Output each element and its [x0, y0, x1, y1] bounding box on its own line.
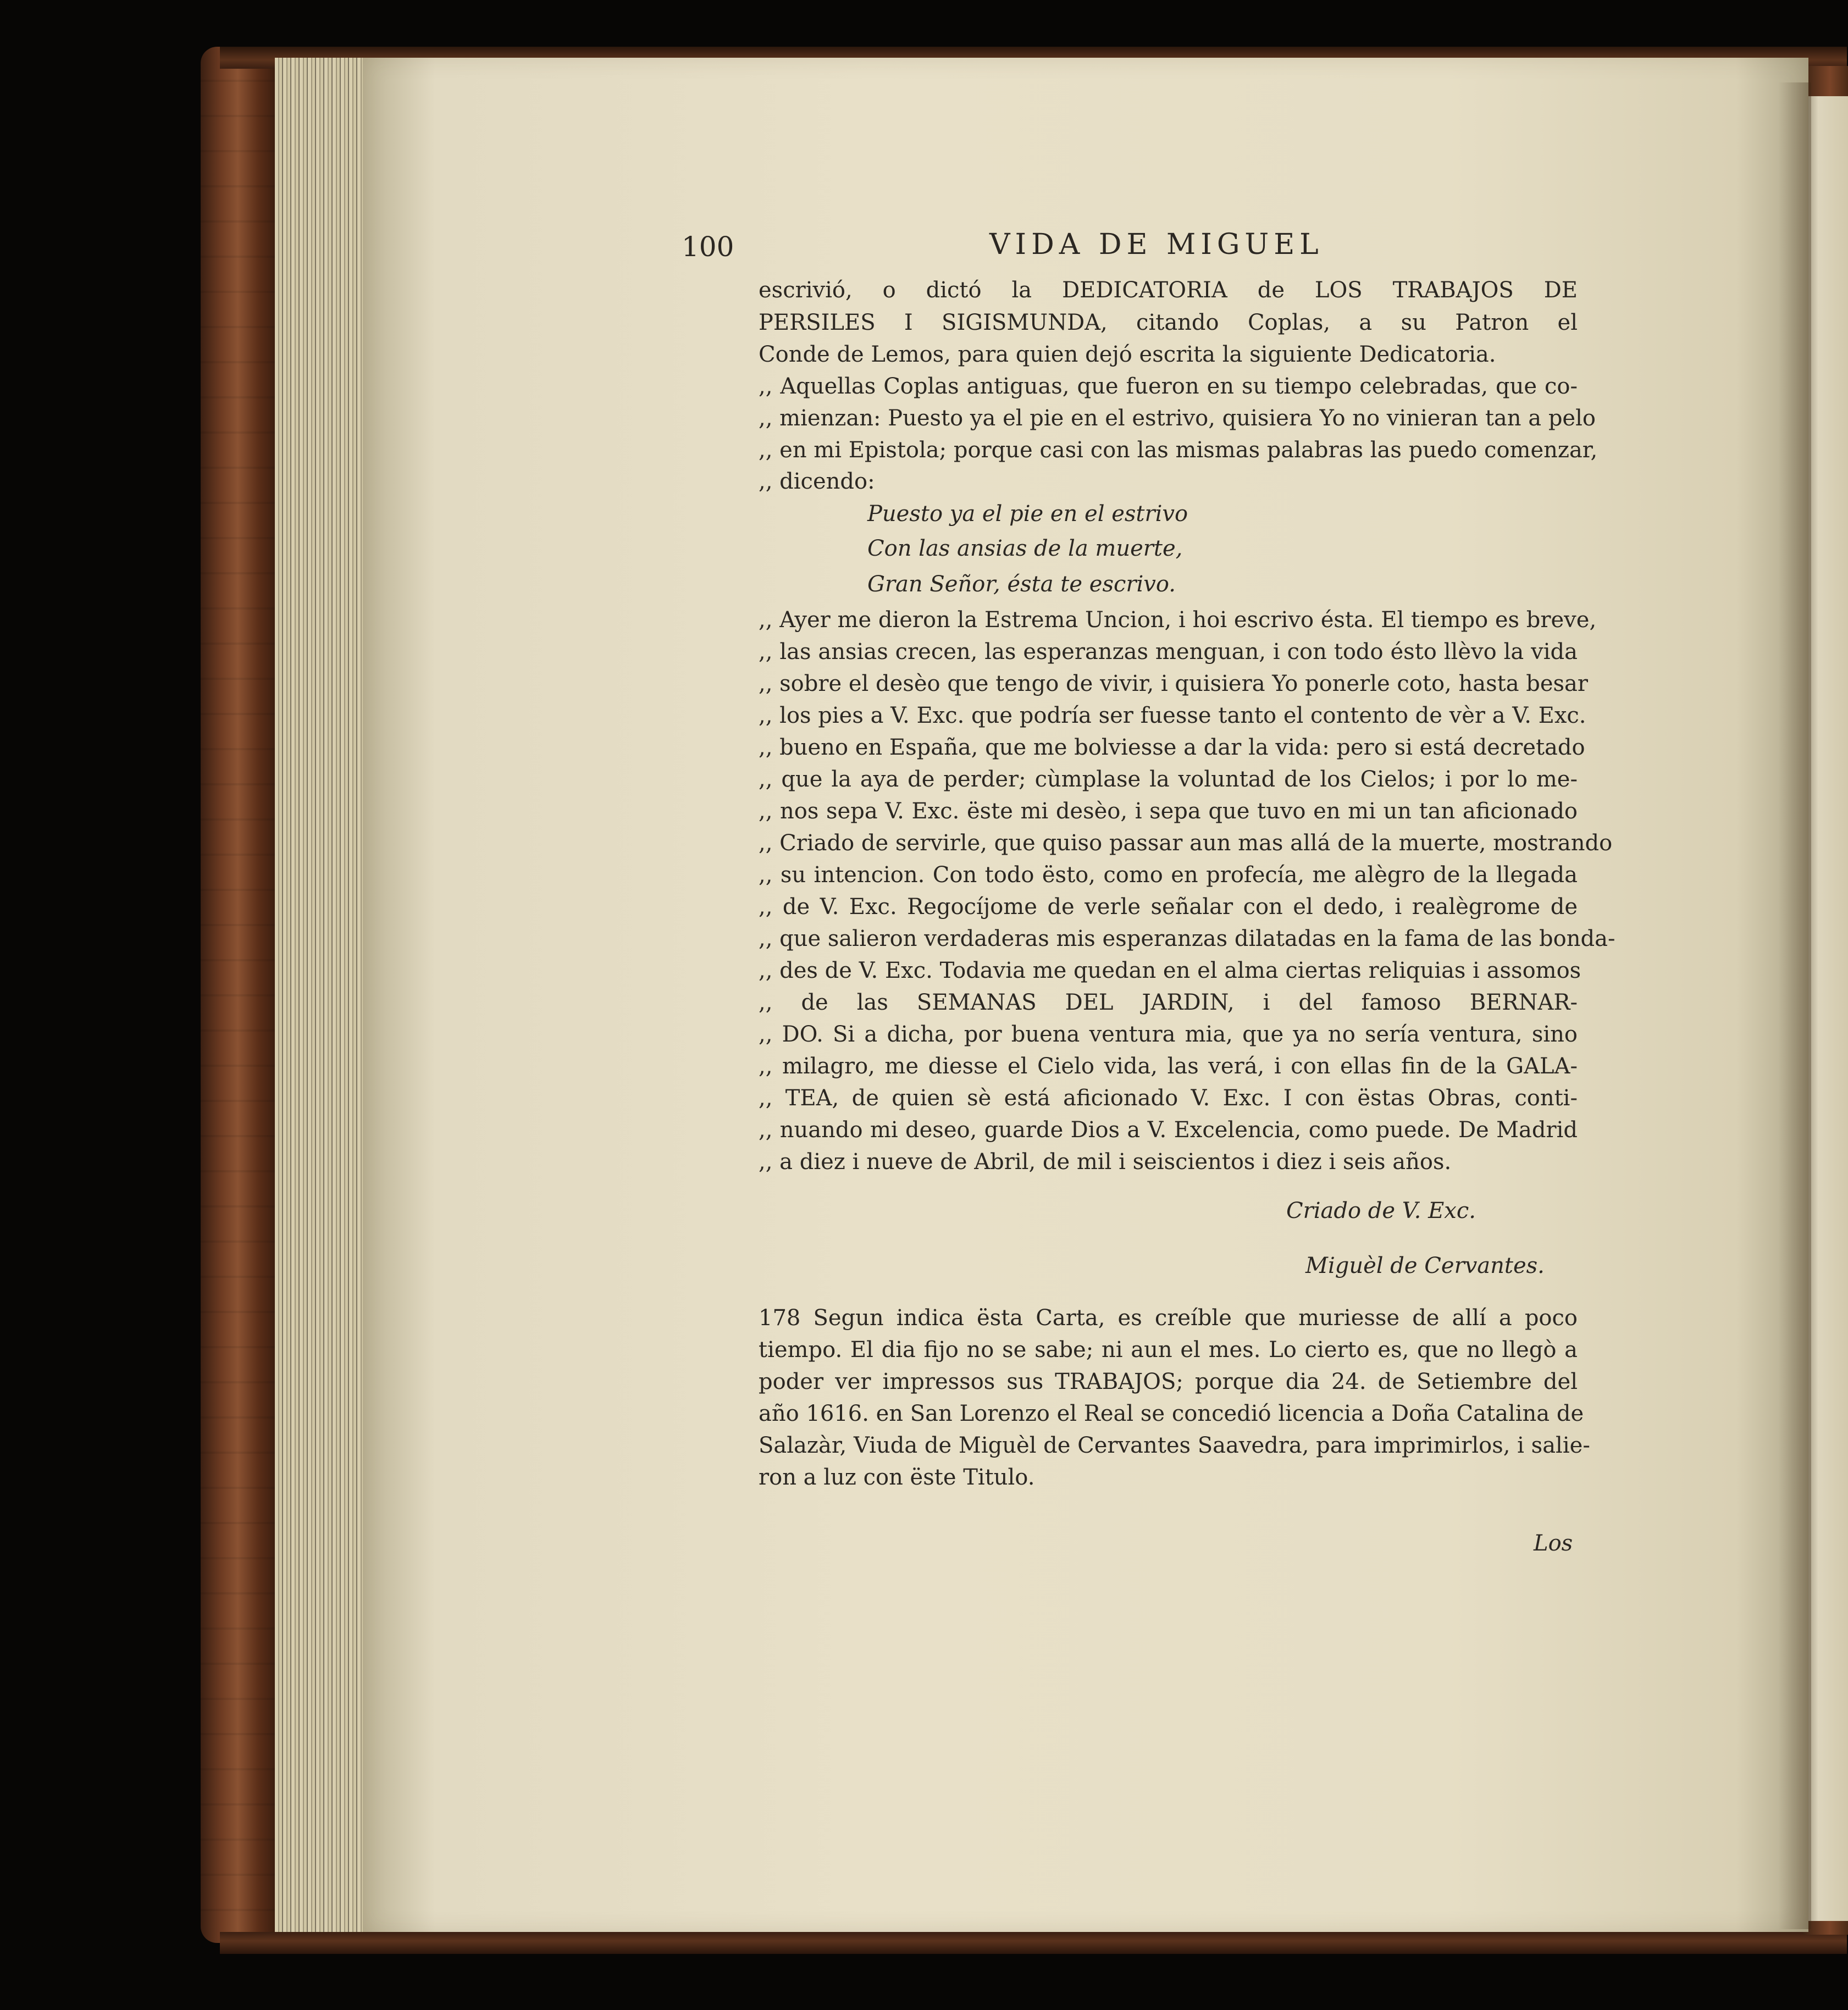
page-number: 100 — [682, 231, 734, 263]
quote-line: ,, de V. Exc. Regocíjome de verle señalar con el dedo, i realègrome de — [759, 894, 1578, 920]
paragraph-line: ron a luz con ëste Titulo. — [759, 1465, 1035, 1490]
paragraph-line: Salazàr, Viuda de Miguèl de Cervantes Saavedra, para imprimirlos, i salie- — [759, 1433, 1590, 1458]
paragraph-line: poder ver impressos sus TRABAJOS; porque dia 24. de Setiembre del — [759, 1369, 1578, 1394]
signature-line: Miguèl de Cervantes. — [1305, 1253, 1545, 1278]
quote-line: ,, bueno en España, que me bolviesse a dar la vida: pero si está decretado — [759, 735, 1585, 760]
quote-line: ,, las ansias crecen, las esperanzas menguan, i con todo ésto llèvo la vida — [759, 639, 1578, 665]
quote-line: ,, TEA, de quien sè está aficionado V. Exc. I con ëstas Obras, conti- — [759, 1086, 1578, 1111]
quote-line: ,, des de V. Exc. Todavia me quedan en el alma ciertas reliquias i assomos — [759, 958, 1581, 983]
running-head: VIDA DE MIGUEL — [989, 228, 1324, 261]
signature-line: Criado de V. Exc. — [1286, 1198, 1476, 1223]
quote-line: ,, Criado de servirle, que quiso passar aun mas allá de la muerte, mostrando — [759, 830, 1613, 856]
quote-line: ,, dicendo: — [759, 469, 875, 494]
quote-line: ,, a diez i nueve de Abril, de mil i seiscientos i diez i seis años. — [759, 1149, 1452, 1175]
quote-line: ,, Ayer me dieron la Estrema Uncion, i hoi escrivo ésta. El tiempo es breve, — [759, 607, 1597, 633]
text-line: Conde de Lemos, para quien dejó escrita la siguiente Dedicatoria. — [759, 342, 1496, 367]
quote-line: ,, sobre el desèo que tengo de vivir, i quisiera Yo ponerle coto, hasta besar — [759, 671, 1589, 696]
facing-page-edge — [1806, 96, 1848, 1921]
quote-line: ,, su intencion. Con todo ësto, como en profecía, me alègro de la llegada — [759, 862, 1578, 888]
paragraph-line: año 1616. en San Lorenzo el Real se concedió licencia a Doña Catalina de — [759, 1401, 1584, 1426]
bottom-board-edge — [220, 1932, 1847, 1954]
text-line: escrivió, o dictó la DEDICATORIA de LOS TRABAJOS DE — [759, 278, 1578, 303]
quote-line: ,, que la aya de perder; cùmplase la voluntad de los Cielos; i por lo me- — [759, 767, 1578, 792]
quote-line: ,, que salieron verdaderas mis esperanzas dilatadas en la fama de las bonda- — [759, 926, 1615, 951]
page-edges — [275, 58, 368, 1932]
text-line: PERSILES I SIGISMUNDA, citando Coplas, a su Patron el — [759, 310, 1578, 335]
leather-spine-cover — [201, 47, 283, 1943]
quote-line: ,, Aquellas Coplas antiguas, que fueron en su tiempo celebradas, que co- — [759, 374, 1578, 399]
quote-line: ,, DO. Si a dicha, por buena ventura mia, que ya no sería ventura, sino — [759, 1022, 1578, 1047]
poem-line: Con las ansias de la muerte, — [867, 536, 1183, 561]
quote-line: ,, los pies a V. Exc. que podría ser fuesse tanto el contento de vèr a V. Exc. — [759, 703, 1586, 728]
catchword: Los — [1534, 1531, 1573, 1556]
quote-line: ,, en mi Epistola; porque casi con las mismas palabras las puedo comenzar, — [759, 438, 1598, 463]
paragraph-line: tiempo. El dia fijo no se sabe; ni aun el mes. Lo cierto es, que no llegò a — [759, 1337, 1578, 1363]
poem-line: Puesto ya el pie en el estrivo — [867, 501, 1188, 527]
poem-line: Gran Señor, ésta te escrivo. — [867, 572, 1176, 597]
paragraph-line: 178 Segun indica ësta Carta, es creíble que muriesse de allí a poco — [759, 1305, 1578, 1331]
quote-line: ,, nuando mi deseo, guarde Dios a V. Excelencia, como puede. De Madrid — [759, 1117, 1578, 1143]
quote-line: ,, nos sepa V. Exc. ëste mi desèo, i sepa que tuvo en mi un tan aficionado — [759, 799, 1578, 824]
page-gutter-shadow — [1778, 82, 1811, 1929]
quote-line: ,, de las SEMANAS DEL JARDIN, i del famoso BERNAR- — [759, 990, 1578, 1015]
quote-line: ,, mienzan: Puesto ya el pie en el estrivo, quisiera Yo no vinieran tan a pelo — [759, 406, 1596, 431]
quote-line: ,, milagro, me diesse el Cielo vida, las verá, i con ellas fin de la GALA- — [759, 1054, 1578, 1079]
